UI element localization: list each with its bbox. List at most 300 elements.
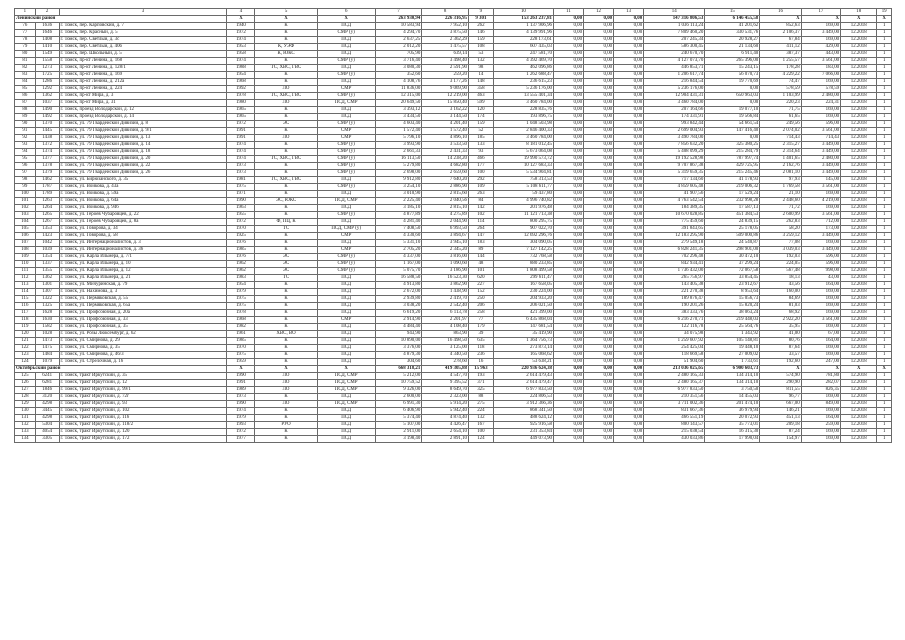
table-cell: ПСД [317, 282, 375, 289]
table-row [15, 37, 892, 44]
table-cell: 10 127 683,33 [493, 163, 553, 170]
table-cell: 169,00 [801, 205, 840, 212]
table-cell: 167 [468, 422, 493, 429]
table-cell: 1 [877, 226, 892, 233]
table-cell: 52 [468, 128, 493, 135]
table-cell: 0,00 [614, 51, 644, 58]
table-cell: 1 [877, 303, 892, 310]
table-cell: 586 300,45 [644, 44, 705, 51]
table-cell: 2 081,10 [760, 170, 801, 177]
district-total-cell: 0,00 [614, 366, 644, 373]
table-cell: 0,00 [614, 79, 644, 86]
table-row [15, 345, 892, 352]
table-cell: 0,00 [553, 65, 583, 72]
table-cell: 5 534 904,81 [493, 170, 553, 177]
table-cell: 15 056,73 [705, 296, 760, 303]
table-cell: 35 419,90 [493, 331, 553, 338]
table-cell: К [255, 247, 317, 254]
table-cell: 907 022,70 [493, 226, 553, 233]
column-number-cell: 1 [15, 9, 36, 16]
table-cell: 0,00 [553, 219, 583, 226]
table-cell: К [255, 429, 317, 436]
table-cell: СМР (у) [317, 163, 375, 170]
table-cell: 2 106,37 [760, 30, 801, 37]
table-cell: 4 874,40 [422, 415, 469, 422]
table-cell: ЭС [255, 261, 317, 268]
column-number-cell: 8 [422, 9, 469, 16]
table-cell: 1 364 756,73 [493, 338, 553, 345]
table-cell: 250 [468, 296, 493, 303]
table-cell: 596,00 [801, 121, 840, 128]
table-cell: 0,00 [584, 352, 614, 359]
table-cell: 0,00 [553, 233, 583, 240]
table-cell: 169,00 [801, 296, 840, 303]
table-cell: 0,00 [614, 86, 644, 93]
district-total-cell: 147 316 806,53 [644, 16, 705, 23]
table-cell: 178,28 [760, 65, 801, 72]
table-cell: ПСД [317, 429, 375, 436]
table-cell: 421 399,00 [493, 310, 553, 317]
table-cell: 0,00 [584, 275, 614, 282]
table-cell: К [255, 163, 317, 170]
table-cell: 1 [877, 44, 892, 51]
table-cell: 12.2018 [841, 156, 877, 163]
table-cell: 2 012,20 [375, 44, 422, 51]
table-cell: 1379 [35, 170, 59, 177]
table-cell: г. Томск, пер. Светлый, д. 40б [59, 44, 227, 51]
table-cell: 1968 [227, 317, 255, 324]
table-cell: 5 108 611,77 [493, 184, 553, 191]
table-cell: 1322 [35, 296, 59, 303]
table-cell: 7 952,10 [422, 23, 469, 30]
table-cell: 0,00 [614, 415, 644, 422]
district-summary-row [15, 16, 892, 23]
table-cell: 1 262 688,47 [493, 72, 553, 79]
table-cell: 1636 [35, 23, 59, 30]
table-cell: 9 912,80 [375, 177, 422, 184]
table-cell: 1991 [227, 380, 255, 387]
table-cell: 4 281,40 [375, 219, 422, 226]
table-cell: 463 [468, 93, 493, 100]
table-cell: 0,00 [553, 107, 583, 114]
table-cell: 51 904,60 [644, 359, 705, 366]
table-cell: 0,00 [584, 51, 614, 58]
table-cell: г. Томск, ул. Нахимова, д. 3 [59, 289, 227, 296]
table-cell: 84,69 [760, 296, 801, 303]
table-cell: 1 [877, 331, 892, 338]
table-cell: г. Томск, пер. Карповский, д. 7 [59, 23, 227, 30]
table-cell: 144 [468, 254, 493, 261]
table-cell: 12.2018 [841, 65, 877, 72]
table-cell: СМР (у) [317, 72, 375, 79]
table-cell: 0,00 [614, 345, 644, 352]
table-cell: 98 [468, 65, 493, 72]
table-cell: ПСД [317, 44, 375, 51]
table-cell: 3 894,67 [422, 233, 469, 240]
table-row [15, 23, 892, 30]
table-cell: 9 707 867,38 [644, 163, 705, 170]
table-cell: 1 [877, 352, 892, 359]
table-cell: 19 448,10 [705, 345, 760, 352]
table-cell: 0,00 [614, 387, 644, 394]
table-cell: 87,24 [760, 429, 801, 436]
table-cell: 15 820,24 [705, 303, 760, 310]
table-cell: 3 561,00 [801, 58, 840, 65]
table-cell: 8 649,70 [422, 387, 469, 394]
table-cell: 0,00 [553, 282, 583, 289]
table-cell: 0,00 [553, 247, 583, 254]
table-cell: 1972 [227, 219, 255, 226]
table-cell: ЛО [255, 86, 317, 93]
table-cell: 3 945,10 [422, 240, 469, 247]
table-cell: 219 006,32 [705, 184, 760, 191]
table-cell: 1 [877, 170, 892, 177]
table-cell: 12.2018 [841, 436, 877, 443]
table-cell: г. Томск, ул. Карла Ильмера, д. 7/1 [59, 254, 227, 261]
table-cell: 0,00 [553, 86, 583, 93]
table-cell: 2 315,27 [760, 142, 801, 149]
table-cell: 0,00 [614, 44, 644, 51]
table-row [15, 107, 892, 114]
table-cell: 10 583,94 [375, 23, 422, 30]
table-cell: 230 224,00 [493, 289, 553, 296]
table-cell: 0,00 [614, 135, 644, 142]
table-cell: 12.2018 [841, 394, 877, 401]
table-cell: г. Томск, тракт Иркутский, д. 12 [59, 380, 227, 387]
table-cell: 1985 [227, 247, 255, 254]
table-cell: 2 362,29 [422, 37, 469, 44]
table-cell: 1 [877, 282, 892, 289]
table-cell: 5 914,20 [422, 401, 469, 408]
district-total-cell: 0,00 [614, 16, 644, 23]
table-cell: 1 [877, 233, 892, 240]
table-cell: г. Томск, ул. Пермяковская, д. 65а [59, 303, 227, 310]
table-cell: г. Томск, ул. Смирнова, д. 35 [59, 345, 227, 352]
table-cell: 800 295,75 [493, 219, 553, 226]
table-cell: 0,00 [584, 219, 614, 226]
table-cell: г. Томск, пр-кт Мира, д. 3 [59, 93, 227, 100]
table-cell: 4 426,47 [422, 422, 469, 429]
table-cell: 224,05 [760, 261, 801, 268]
table-row [15, 205, 892, 212]
table-cell: 99 [15, 184, 36, 191]
table-cell: 0,00 [584, 247, 614, 254]
table-cell: 1 [877, 163, 892, 170]
table-cell: 292 [468, 177, 493, 184]
table-cell: 4 859 605,48 [644, 184, 705, 191]
table-cell: К [255, 107, 317, 114]
table-cell: 1978 [227, 310, 255, 317]
table-cell: 169,00 [801, 37, 840, 44]
table-cell: 787 997,74 [705, 156, 760, 163]
table-cell: 0,00 [553, 51, 583, 58]
table-cell: 16 523,30 [422, 275, 469, 282]
table-row [15, 114, 892, 121]
table-cell: 712,00 [801, 219, 840, 226]
column-number-cell: 18 [841, 9, 877, 16]
table-cell: 12.2018 [841, 170, 877, 177]
table-cell: 1965 [227, 114, 255, 121]
table-cell: 279 549,18 [644, 240, 705, 247]
table-cell: 0,00 [553, 380, 583, 387]
table-cell: 0,00 [553, 37, 583, 44]
table-cell: 6 977 833,50 [493, 387, 553, 394]
table-cell: 0,00 [614, 114, 644, 121]
table-cell: 3305 [35, 436, 59, 443]
table-cell: 1975 [227, 184, 255, 191]
table-cell: 0,00 [553, 310, 583, 317]
table-cell: 102 [15, 205, 36, 212]
table-cell: 207 245,34 [644, 37, 705, 44]
table-cell: 227 [468, 282, 493, 289]
table-cell: 1 [877, 415, 892, 422]
table-cell: 169,00 [801, 345, 840, 352]
table-cell: 5 236 176,00 [493, 86, 553, 93]
table-cell: 3 185,10 [375, 205, 422, 212]
table-row [15, 240, 892, 247]
table-cell: 0,00 [553, 142, 583, 149]
table-cell: 12.2018 [841, 107, 877, 114]
table-cell: 4 340,50 [422, 352, 469, 359]
table-cell: 1 [877, 58, 892, 65]
table-cell: 1 438,90 [422, 289, 469, 296]
table-cell: 133 [468, 142, 493, 149]
table-cell: 4 896,10 [422, 135, 469, 142]
table-cell: 14 455,03 [705, 394, 760, 401]
table-cell: 4 879,30 [375, 352, 422, 359]
table-cell: ЭС, ЮКС [255, 198, 317, 205]
table-cell: 2 654,10 [422, 429, 469, 436]
table-cell: 7 640,20 [422, 177, 469, 184]
table-cell: 0,00 [553, 23, 583, 30]
table-cell: 1646 [35, 30, 59, 37]
table-cell: 1378 [35, 163, 59, 170]
table-row [15, 310, 892, 317]
table-cell: 262 [468, 23, 493, 30]
table-cell: 0,00 [553, 156, 583, 163]
table-cell: 1972 [227, 121, 255, 128]
table-cell: 1976 [227, 254, 255, 261]
table-cell: 1490 [35, 107, 59, 114]
table-cell: 4 547,70 [422, 373, 469, 380]
table-cell: 3 561,00 [801, 212, 840, 219]
table-cell: ТС, ХВС, ГВС [255, 177, 317, 184]
table-cell: 16 498,50 [422, 338, 469, 345]
table-cell: 4 996 740,82 [493, 198, 553, 205]
table-cell: 74,47 [760, 79, 801, 86]
table-cell: СМР (у) [317, 212, 375, 219]
table-cell: К [255, 303, 317, 310]
table-cell: 0,00 [614, 72, 644, 79]
table-cell: 1301 [35, 282, 59, 289]
table-cell: 4 219,00 [801, 198, 840, 205]
table-cell: 219 448,03 [705, 317, 760, 324]
table-cell: 169,00 [801, 303, 840, 310]
table-cell: 0,00 [614, 373, 644, 380]
table-cell: 72 067,58 [705, 268, 760, 275]
table-cell: 1974 [227, 142, 255, 149]
table-cell: 1 572,40 [422, 128, 469, 135]
district-total-cell: 263 930,94 [375, 16, 422, 23]
table-cell: 1974 [227, 37, 255, 44]
table-cell: 146 [468, 30, 493, 37]
table-cell: 1985 [227, 338, 255, 345]
table-cell: 2 162,76 [760, 163, 801, 170]
district-total-cell: 0,00 [553, 366, 583, 373]
table-cell: 0,00 [553, 268, 583, 275]
table-cell: 596,00 [801, 254, 840, 261]
table-cell: 1 [877, 23, 892, 30]
table-cell: 0,00 [553, 338, 583, 345]
table-cell: 4 392 469,70 [493, 58, 553, 65]
table-cell: 169,00 [801, 394, 840, 401]
table-cell: 59 437,80 [493, 191, 553, 198]
table-cell: 258 [468, 310, 493, 317]
table-cell: 1 [877, 268, 892, 275]
table-cell: 1 [877, 100, 892, 107]
table-cell: 0,00 [584, 324, 614, 331]
table-cell: 1 [877, 79, 892, 86]
table-cell: 100 [15, 191, 36, 198]
table-cell: 169,00 [801, 107, 840, 114]
table-cell: 24 839,15 [705, 219, 760, 226]
table-cell: 87,64 [760, 345, 801, 352]
table-cell: 53 638,21 [493, 359, 553, 366]
table-cell: СМР (у) [317, 184, 375, 191]
table-cell: 93 [15, 142, 36, 149]
table-cell: 4 108,76 [375, 79, 422, 86]
table-cell: 567,48 [760, 268, 801, 275]
column-number-cell: 15 [705, 9, 760, 16]
table-cell: 0,00 [584, 100, 614, 107]
table-cell: 1988 [227, 65, 255, 72]
table-cell: 299 611,47 [493, 275, 553, 282]
table-cell: 12.2018 [841, 72, 877, 79]
table-cell: 101 [15, 198, 36, 205]
table-cell: 102 [468, 212, 493, 219]
table-cell: 1273 [35, 65, 59, 72]
table-cell: 1549 [35, 51, 59, 58]
table-cell: 4054 [35, 429, 59, 436]
table-cell: 206 021,50 [493, 303, 553, 310]
table-cell: 1 [877, 177, 892, 184]
table-cell: 11 836,00 [375, 86, 422, 93]
column-number-row [15, 9, 892, 16]
table-cell: 6 435 868,04 [493, 317, 553, 324]
table-cell: 43,00 [801, 275, 840, 282]
table-cell: г. Томск, пр-кт Ленина, д. 128/1 [59, 65, 227, 72]
table-cell: ПСД [317, 23, 375, 30]
table-cell: 169,00 [801, 114, 840, 121]
table-cell: 12.2018 [841, 240, 877, 247]
table-cell: 0,00 [584, 359, 614, 366]
table-cell: ПСД, СМР [317, 387, 375, 394]
table-cell: СМР [317, 233, 375, 240]
table-cell: 0,00 [614, 282, 644, 289]
table-cell: 117 [15, 310, 36, 317]
table-cell: 1028 [35, 331, 59, 338]
table-cell: 224,31 [801, 100, 840, 107]
table-cell: 466 551,19 [644, 415, 705, 422]
table-cell: 12.2018 [841, 415, 877, 422]
table-cell: 0,00 [614, 191, 644, 198]
district-total-cell: 668 318,21 [375, 366, 422, 373]
table-cell: 147 [468, 233, 493, 240]
table-cell: 0,00 [614, 58, 644, 65]
table-cell: 0,00 [553, 44, 583, 51]
table-cell: 1 343,92 [705, 331, 760, 338]
table-cell: 89 [468, 247, 493, 254]
table-cell: 249,56 [760, 121, 801, 128]
table-cell: 4 484,40 [375, 324, 422, 331]
table-cell: г. Томск, ул. 79 Гвардейской Дивизии, д. 20 [59, 156, 227, 163]
table-cell: 210 351,56 [644, 394, 705, 401]
table-cell: 3 162,22 [422, 107, 469, 114]
table-cell: 0,00 [584, 296, 614, 303]
table-cell: СМР (у) [317, 149, 375, 156]
table-cell: 100 [468, 429, 493, 436]
table-cell: 0,00 [553, 408, 583, 415]
table-cell: 925 916,58 [493, 422, 553, 429]
table-cell: 3 490 784,00 [644, 135, 705, 142]
table-cell: 1408 [35, 37, 59, 44]
district-total-cell: 220 936 624,38 [493, 366, 553, 373]
table-cell: 89 [15, 114, 36, 121]
table-cell: 25 564,76 [705, 324, 760, 331]
table-cell: 2 614 479,47 [493, 380, 553, 387]
table-cell: 5 319 659,35 [644, 170, 705, 177]
table-row [15, 408, 892, 415]
table-cell: 607 435,03 [493, 44, 553, 51]
table-cell: 20 928,27 [705, 37, 760, 44]
district-total-cell: 15 963 [468, 366, 493, 373]
table-cell: г. Томск, ул. 79 Гвардейской Дивизии, д. 14 [59, 142, 227, 149]
table-cell: 108 [15, 247, 36, 254]
table-row [15, 65, 892, 72]
table-body [15, 9, 892, 443]
table-cell: 9 395,52 [422, 380, 469, 387]
table-cell: 12.2018 [841, 30, 877, 37]
table-cell: 0,00 [584, 191, 614, 198]
table-cell: 7 127 142,25 [493, 247, 553, 254]
table-cell: 1039 [35, 247, 59, 254]
table-cell: 0,00 [553, 135, 583, 142]
table-cell: 132 [15, 422, 36, 429]
table-cell: 1 808 499,58 [493, 268, 553, 275]
table-cell: 12.2018 [841, 373, 877, 380]
table-cell: 41 907,56 [644, 191, 705, 198]
table-cell: 0,00 [584, 226, 614, 233]
table-cell: 0,00 [553, 79, 583, 86]
table-cell: 1 [877, 429, 892, 436]
table-cell: 5 673 064,08 [493, 149, 553, 156]
table-cell: 147 416,40 [705, 128, 760, 135]
table-cell: г. Томск, ул. Карла Ильмера, д. 21 [59, 275, 227, 282]
column-number-cell: 14 [644, 9, 705, 16]
table-cell: 91 [15, 128, 36, 135]
table-cell: 4 201,40 [422, 121, 469, 128]
table-cell: СМР (у) [317, 170, 375, 177]
table-cell: 6 911,40 [705, 51, 760, 58]
table-cell: 0,00 [584, 310, 614, 317]
table-cell: 1473 [35, 338, 59, 345]
table-cell: 100 [468, 170, 493, 177]
table-cell: 1 [877, 275, 892, 282]
table-cell: 232 998,28 [705, 198, 760, 205]
table-cell: 1725 [35, 72, 59, 79]
table-cell: 443,00 [801, 51, 840, 58]
table-cell: г. Томск, пер. Школьный, д. 5 [59, 51, 227, 58]
